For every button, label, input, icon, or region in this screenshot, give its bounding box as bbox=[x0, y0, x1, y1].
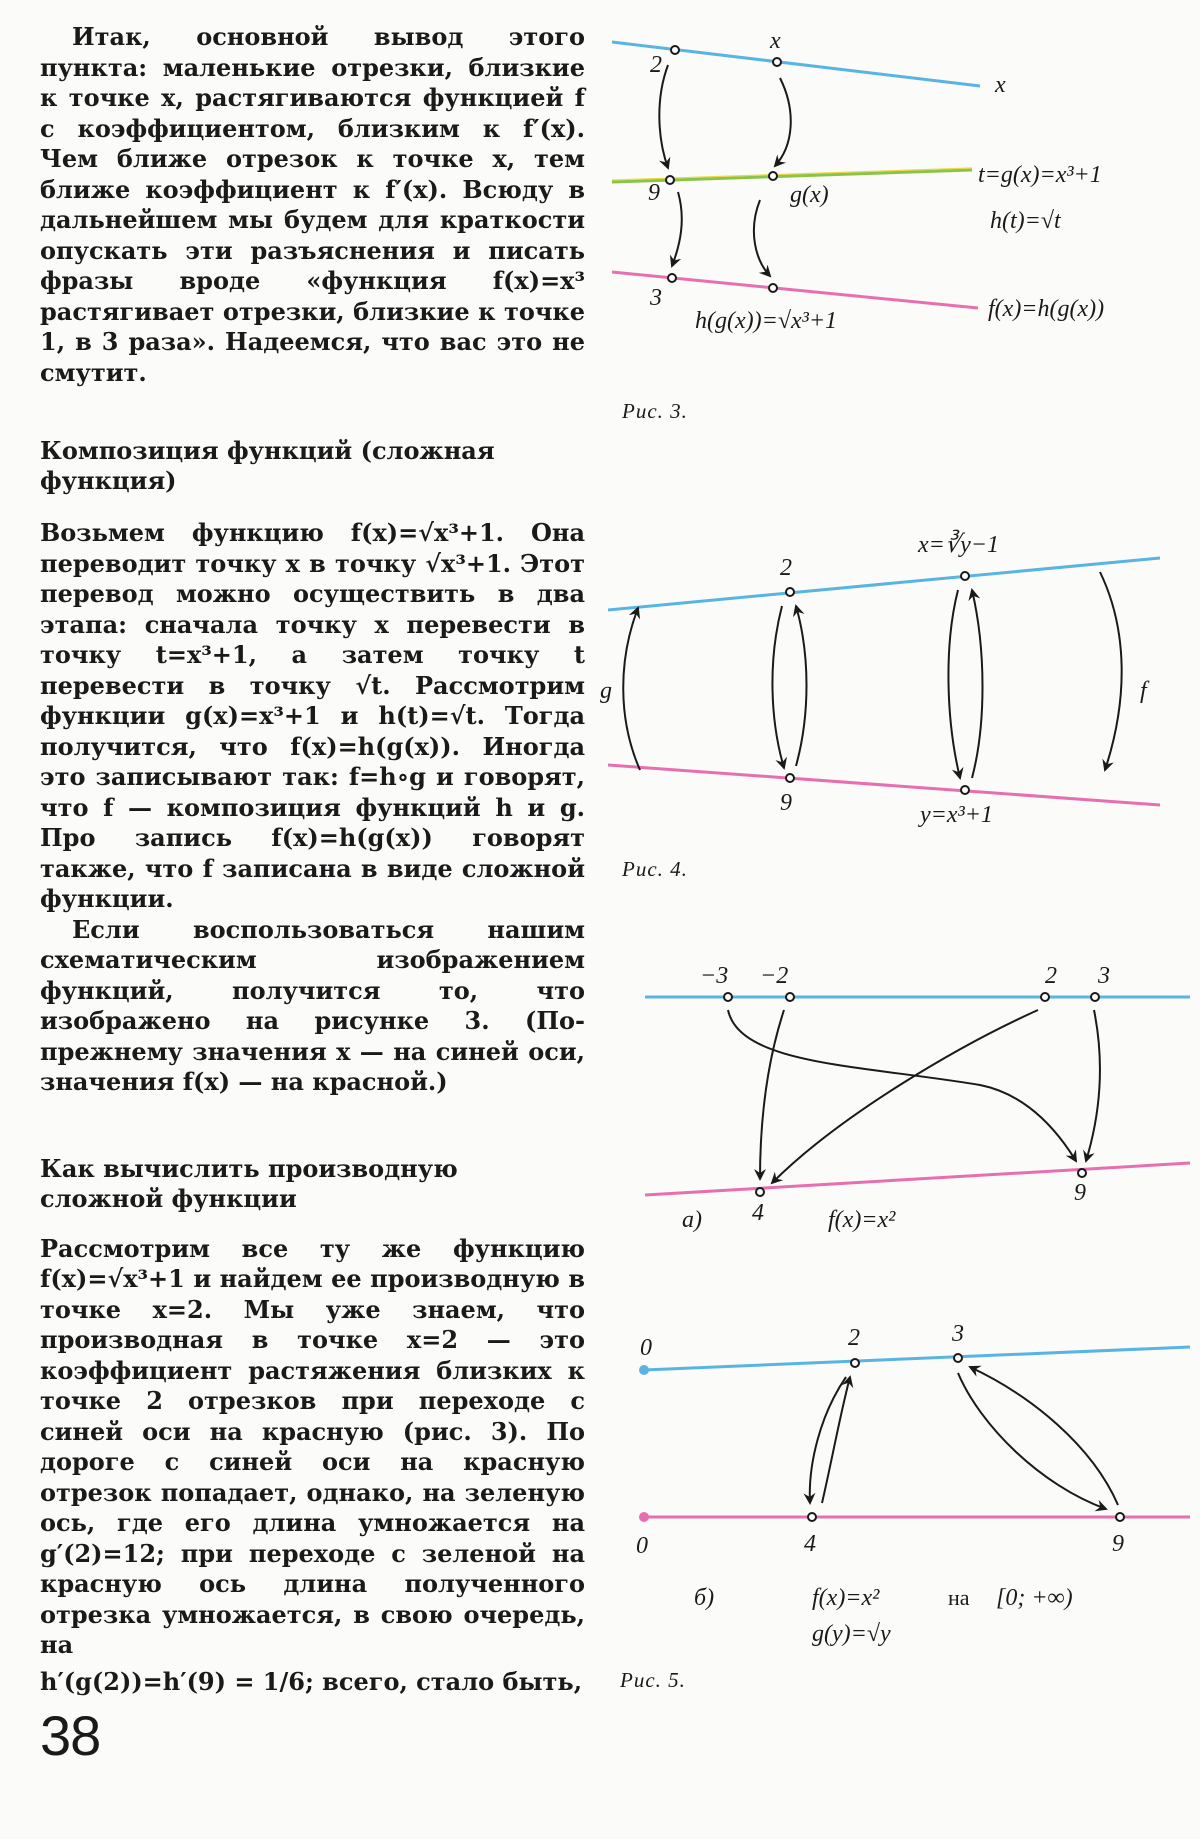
label-y: y=x³+1 bbox=[920, 802, 993, 828]
label-3: 3 bbox=[952, 1321, 964, 1347]
text-column bbox=[40, 22, 585, 1697]
label-9: 9 bbox=[1112, 1531, 1124, 1557]
arrow-x-to-gx bbox=[775, 78, 791, 166]
figure-5b bbox=[600, 1305, 1190, 1695]
label-3: 3 bbox=[650, 285, 662, 311]
arrow-4-to-2 bbox=[822, 1377, 850, 1503]
paragraph-composition: Возьмем функцию f(x)=√x³+1. Она переводит точку x в точку √x³+1. Этот перевод можно осуществить в два этапа: сначала точку x перевести в точку t=x³+1, а затем точку t перевести в точку √t. Рассмотрим функции g(x)=x³+1 и h(t)=√t. Тогда получится, что f(x)=h(g(x)). Иногда это записывают так: f=h∘g и говорят, что f — композиция функций h и g. Про запись f(x)=h(g(x)) говорят также, что f записана в виде сложной функции. bbox=[40, 518, 585, 913]
point-9 bbox=[1078, 1169, 1086, 1177]
arrow-minus-2-to-4 bbox=[760, 1010, 784, 1179]
arrow-gx-to-hgx bbox=[754, 200, 770, 276]
paragraph-derivative: Рассмотрим все ту же функцию f(x)=√x³+1 и найдем ее производную в точке x=2. Мы уже знаем, что производная в точке x=2 — это коэффициент растяжения близких к точке 2 отрезков при переходе с синей оси на красную (рис. 3). По дороге с синей оси на красную отрезок попадает, однако, на зеленую ось, где его длина умножается на g′(2)=12; при переходе с зеленой на красную ось длина полученного отрезка умножается, в свою очередь, на bbox=[40, 1233, 585, 1659]
label-2: 2 bbox=[650, 52, 662, 78]
point-3 bbox=[954, 1354, 962, 1362]
point-minus-3 bbox=[724, 993, 732, 1001]
paragraph-derivative-end: h′(g(2))=h′(9) = 1/6; всего, стало быть, bbox=[40, 1666, 583, 1696]
blue-axis bbox=[608, 558, 1160, 610]
label-x-end: x bbox=[995, 72, 1006, 98]
pink-axis bbox=[645, 1163, 1190, 1195]
figure-5a bbox=[600, 955, 1190, 1245]
point-3 bbox=[668, 274, 676, 282]
paragraph-conclusion: Итак, основной вывод этого пункта: маленькие отрезки, близкие к точке x, растягиваются функцией f с коэффициентом, близким к f′(x). Чем ближе отрезок к точке x, тем ближе коэффициент к f′(x). Всюду в дальнейшем мы будем для краткости опускать эти разъяснения и писать фразы вроде «функция f(x)=x³ растягивает отрезки, близкие к точке 1, в 3 раза». Надеемся, что вас это не смутит. bbox=[40, 22, 585, 387]
point-x bbox=[961, 572, 969, 580]
label-2: 2 bbox=[848, 1325, 860, 1351]
point-2 bbox=[851, 1359, 859, 1367]
arrow-y-up bbox=[972, 590, 983, 778]
label-0-top: 0 bbox=[640, 1335, 652, 1361]
heading-derivative: Как вычислить производную сложной функции bbox=[40, 1153, 458, 1213]
point-9 bbox=[786, 774, 794, 782]
arrow-2-to-4 bbox=[772, 1010, 1038, 1183]
point-4 bbox=[808, 1513, 816, 1521]
formula-fx: f(x)=x² bbox=[812, 1585, 880, 1611]
arrow-x-down bbox=[948, 590, 960, 778]
formula-fx: f(x)=x² bbox=[828, 1207, 896, 1233]
label-2: 2 bbox=[1045, 963, 1057, 989]
point-9 bbox=[666, 176, 674, 184]
tag-b: б) bbox=[694, 1585, 715, 1611]
arrow-2-down bbox=[772, 606, 784, 768]
point-2 bbox=[1041, 993, 1049, 1001]
arrow-9-to-3 bbox=[672, 192, 682, 266]
caption-fig3: Рис. 3. bbox=[622, 399, 688, 423]
figure-4 bbox=[600, 520, 1190, 890]
arrow-minus-3-to-9 bbox=[728, 1010, 1076, 1161]
label-hgx: h(g(x))=√x³+1 bbox=[695, 308, 838, 334]
pink-axis bbox=[608, 765, 1160, 805]
label-4: 4 bbox=[752, 1200, 764, 1226]
point-hgx bbox=[769, 284, 777, 292]
label-3: 3 bbox=[1098, 963, 1110, 989]
point-2 bbox=[786, 588, 794, 596]
point-9 bbox=[1116, 1513, 1124, 1521]
label-gx: g(x) bbox=[790, 182, 829, 208]
point-x bbox=[773, 58, 781, 66]
arrow-g bbox=[623, 608, 640, 770]
tag-a: а) bbox=[682, 1207, 702, 1233]
page-number: 38 bbox=[40, 1704, 101, 1767]
caption-fig4: Рис. 4. bbox=[622, 857, 688, 881]
label-x: x=∛y−1 bbox=[918, 532, 999, 558]
caption-fig5: Рис. 5. bbox=[620, 1668, 686, 1692]
point-4 bbox=[756, 1188, 764, 1196]
arrow-2-to-4 bbox=[810, 1377, 846, 1503]
label-0-bot: 0 bbox=[636, 1533, 648, 1559]
pink-axis bbox=[612, 272, 978, 308]
point-gx bbox=[769, 172, 777, 180]
point-minus-2 bbox=[786, 993, 794, 1001]
label-9: 9 bbox=[1074, 1180, 1086, 1206]
label-4: 4 bbox=[804, 1531, 816, 1557]
arrow-9-to-3 bbox=[970, 1367, 1118, 1505]
paragraph-schematic: Если воспользоваться нашим схематическим изображением функций, получится то, что изображено на рисунке 3. (По-прежнему значения x — на синей оси, значения f(x) — на красной.) bbox=[40, 914, 585, 1096]
label-g: g bbox=[600, 678, 612, 704]
origin-pink bbox=[639, 1512, 649, 1522]
point-3 bbox=[1091, 993, 1099, 1001]
point-2 bbox=[671, 46, 679, 54]
label-minus-2: −2 bbox=[760, 963, 789, 989]
label-9: 9 bbox=[648, 180, 660, 206]
label-minus-3: −3 bbox=[700, 963, 729, 989]
label-ht: h(t)=√t bbox=[990, 208, 1061, 234]
label-f: f bbox=[1140, 678, 1147, 704]
label-t: t=g(x)=x³+1 bbox=[978, 162, 1102, 188]
heading-composition: Композиция функций (сложная функция) bbox=[40, 436, 495, 495]
point-y bbox=[961, 786, 969, 794]
interval: [0; +∞) bbox=[996, 1585, 1073, 1611]
origin-blue bbox=[639, 1365, 649, 1375]
label-f: f(x)=h(g(x)) bbox=[988, 296, 1105, 322]
figure-3 bbox=[600, 20, 1190, 440]
blue-axis bbox=[612, 42, 980, 86]
arrow-3-to-9 bbox=[1086, 1010, 1100, 1161]
arrow-2-to-9 bbox=[659, 65, 668, 168]
formula-gy: g(y)=√y bbox=[812, 1621, 891, 1647]
arrow-9-up bbox=[796, 606, 807, 766]
blue-axis bbox=[644, 1347, 1190, 1370]
arrow-3-to-9 bbox=[958, 1373, 1106, 1509]
label-x-top: x bbox=[770, 28, 781, 54]
word-on: на bbox=[948, 1585, 970, 1610]
arrow-f bbox=[1100, 572, 1122, 770]
label-9: 9 bbox=[780, 790, 792, 816]
label-2: 2 bbox=[780, 555, 792, 581]
